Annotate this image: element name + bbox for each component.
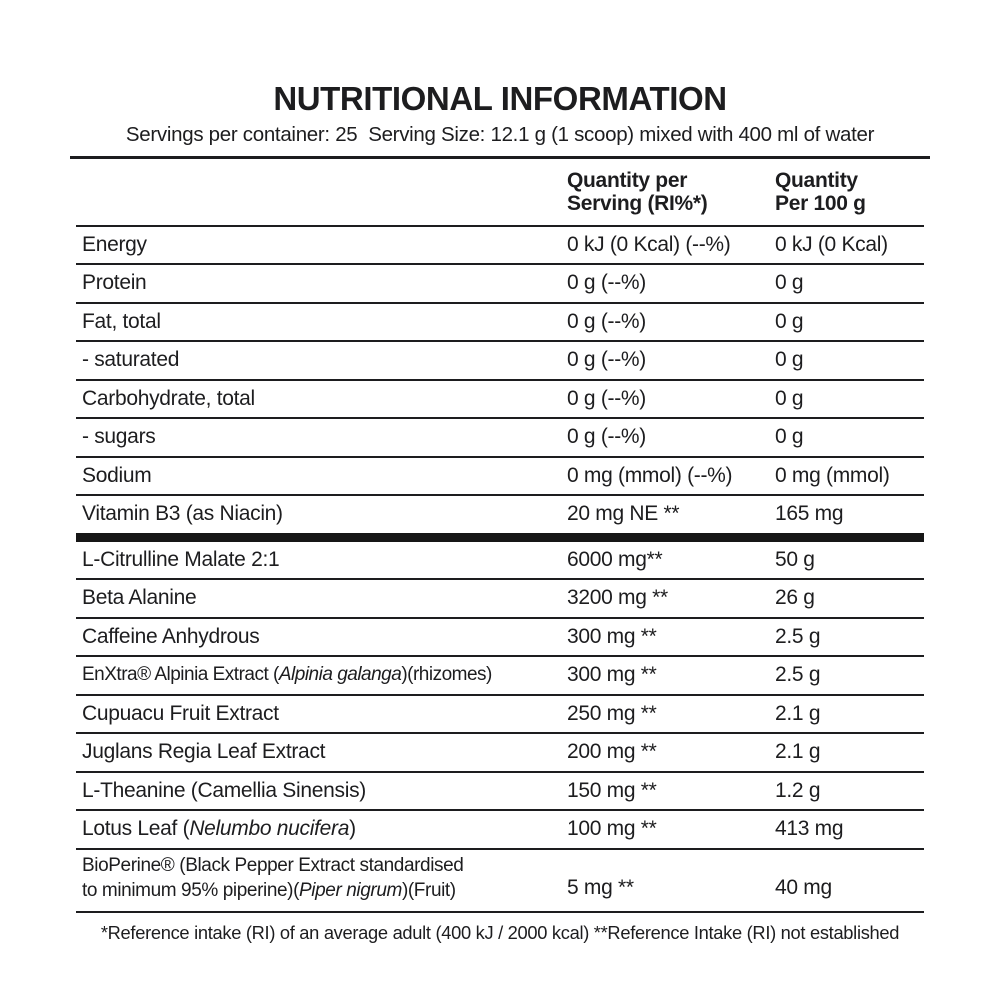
quantity-per-serving-value: 150 mg ** xyxy=(567,778,657,802)
quantity-per-serving-value: 250 mg ** xyxy=(567,701,657,725)
nutrient-name-suffix: )(rhizomes) xyxy=(401,664,492,686)
table-row-fat-total xyxy=(76,304,924,343)
quantity-per-100g-value: 2.5 g xyxy=(775,624,821,648)
quantity-per-100g-value: 0 mg (mmol) xyxy=(775,463,890,487)
nutrient-name-suffix: )(Fruit) xyxy=(401,879,456,901)
nutrition-table xyxy=(76,159,924,533)
header-quantity-per-100g-line1: Quantity xyxy=(775,168,858,192)
quantity-per-100g-value: 2.5 g xyxy=(775,663,821,687)
nutrient-name: Sodium xyxy=(82,463,152,487)
quantity-per-serving-value: 3200 mg ** xyxy=(567,586,668,610)
nutrient-name xyxy=(76,854,567,910)
header-nutrient-column xyxy=(76,169,567,216)
quantity-per-100g-value: 413 mg xyxy=(775,817,844,841)
nutrient-name-line1: BioPerine® (Black Pepper Extract standardised xyxy=(82,855,464,877)
section-divider-bar xyxy=(76,533,924,542)
nutrient-name xyxy=(76,664,567,686)
quantity-per-100g-value: 50 g xyxy=(775,547,815,571)
quantity-per-100g-value: 1.2 g xyxy=(775,778,821,802)
quantity-per-serving-value: 200 mg ** xyxy=(567,740,657,764)
quantity-per-100g-value: 0 kJ (0 Kcal) xyxy=(775,232,888,256)
quantity-per-serving-value: 20 mg NE ** xyxy=(567,502,680,526)
quantity-per-100g-value: 2.1 g xyxy=(775,701,821,725)
quantity-per-100g-value: 0 g xyxy=(775,425,804,449)
serving-info: Servings per container: 25 Serving Size: 12.1 g (1 scoop) mixed with 400 ml of water xyxy=(125,122,875,146)
table-row-juglans-regia xyxy=(76,734,924,773)
nutrient-name: Carbohydrate, total xyxy=(82,386,255,410)
quantity-per-100g-value: 0 g xyxy=(775,309,804,333)
active-ingredients-table xyxy=(76,542,924,913)
nutrient-name: L-Theanine (Camellia Sinensis) xyxy=(82,778,366,802)
header-quantity-per-serving-line2: Serving (RI%*) xyxy=(567,192,708,216)
table-row-protein xyxy=(76,265,924,304)
table-header-row xyxy=(76,159,924,227)
quantity-per-serving-value: 0 g (--%) xyxy=(567,309,646,333)
nutrient-name: - sugars xyxy=(82,425,156,449)
nutrient-latin-name: Alpinia galanga xyxy=(278,664,402,686)
nutrient-latin-name: Piper nigrum xyxy=(299,879,402,901)
nutrient-name: Caffeine Anhydrous xyxy=(82,624,260,648)
quantity-per-serving-value: 0 g (--%) xyxy=(567,386,646,410)
quantity-per-serving-value: 300 mg ** xyxy=(567,624,657,648)
quantity-per-100g-value: 26 g xyxy=(775,586,815,610)
header-quantity-per-serving-line1: Quantity per xyxy=(567,168,688,192)
nutrient-name: Vitamin B3 (as Niacin) xyxy=(82,502,283,526)
table-row-l-theanine xyxy=(76,773,924,812)
nutrient-name xyxy=(76,817,567,841)
page-title: NUTRITIONAL INFORMATION xyxy=(273,80,727,117)
table-row-sodium xyxy=(76,458,924,497)
table-row-cupuacu xyxy=(76,696,924,735)
nutrient-name: Energy xyxy=(82,232,147,256)
nutrient-latin-name: Nelumbo nucifera xyxy=(189,817,350,841)
quantity-per-serving-value: 0 g (--%) xyxy=(567,348,646,372)
quantity-per-serving-value: 0 g (--%) xyxy=(567,271,646,295)
header-quantity-per-100g-line2: Per 100 g xyxy=(775,192,866,216)
nutrient-name-suffix: ) xyxy=(349,817,356,841)
table-row-beta-alanine xyxy=(76,580,924,619)
reference-intake-footnote: *Reference intake (RI) of an average adult (400 kJ / 2000 kcal) **Reference Intake (RI) not established xyxy=(100,921,900,943)
nutrient-name: Juglans Regia Leaf Extract xyxy=(82,740,326,764)
nutrient-name: Protein xyxy=(82,271,147,295)
table-row-carbohydrate-total xyxy=(76,381,924,420)
table-row-energy xyxy=(76,227,924,266)
table-row-bioperine xyxy=(76,850,924,913)
nutrient-name-line2 xyxy=(82,879,567,904)
quantity-per-serving-value: 0 kJ (0 Kcal) (--%) xyxy=(567,232,731,256)
quantity-per-100g-value: 40 mg xyxy=(775,876,832,900)
nutrient-name: Fat, total xyxy=(82,309,161,333)
quantity-per-100g-value: 0 g xyxy=(775,271,804,295)
quantity-per-serving-value: 100 mg ** xyxy=(567,817,657,841)
quantity-per-100g-value: 2.1 g xyxy=(775,740,821,764)
quantity-per-serving-value: 5 mg ** xyxy=(567,876,634,900)
nutrient-name-text: EnXtra® Alpinia Extract ( xyxy=(82,664,279,686)
quantity-per-serving-value: 0 mg (mmol) (--%) xyxy=(567,463,733,487)
table-row-sugars xyxy=(76,419,924,458)
quantity-per-serving-value: 300 mg ** xyxy=(567,663,657,687)
table-row-caffeine-anhydrous xyxy=(76,619,924,658)
table-row-enxtra-alpinia xyxy=(76,657,924,696)
nutrient-name: L-Citrulline Malate 2:1 xyxy=(82,547,280,571)
table-row-vitamin-b3 xyxy=(76,496,924,533)
table-row-saturated xyxy=(76,342,924,381)
quantity-per-serving-value: 0 g (--%) xyxy=(567,425,646,449)
quantity-per-100g-value: 0 g xyxy=(775,386,804,410)
nutrient-name: Beta Alanine xyxy=(82,586,197,610)
header-quantity-per-serving xyxy=(567,169,775,216)
table-row-lotus-leaf xyxy=(76,811,924,850)
nutrient-name: - saturated xyxy=(82,348,180,372)
nutrient-name-text: to minimum 95% piperine)( xyxy=(82,879,300,901)
quantity-per-serving-value: 6000 mg** xyxy=(567,547,663,571)
quantity-per-100g-value: 0 g xyxy=(775,348,804,372)
quantity-per-100g-value: 165 mg xyxy=(775,502,844,526)
nutrient-name-text: Lotus Leaf ( xyxy=(82,817,190,841)
nutrition-panel xyxy=(70,80,930,944)
nutrient-name: Cupuacu Fruit Extract xyxy=(82,701,279,725)
header-quantity-per-100g xyxy=(775,169,924,216)
table-row-citrulline-malate xyxy=(76,542,924,581)
